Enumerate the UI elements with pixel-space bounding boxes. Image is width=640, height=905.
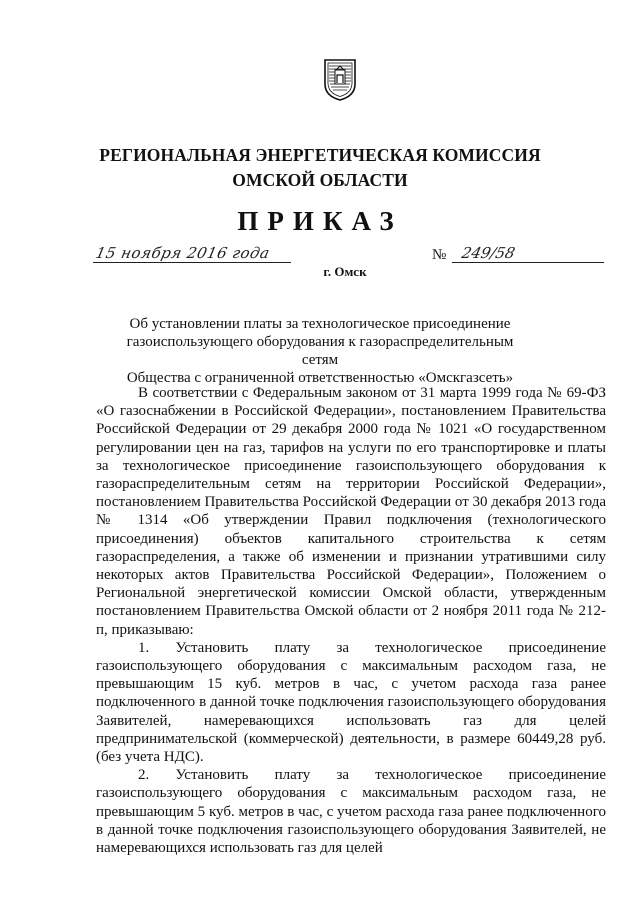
preamble-paragraph: В соответствии с Федеральным законом от 31 марта 1999 года № 69-ФЗ «О газоснабжении в Российской Федерации», постановлением Правительства Российской Федерации от 29 декабря 2000 года № 1021 «О государственном регулировании цен на газ, тарифов на услуги по его транспортировке и платы за технологическое присоединение газоиспользующего оборудования к газораспределительным сетям на территории Российской Федерации», постановлением Правительства Российской Федерации от 30 декабря 2013 года № 1314 «Об утверждении Правил подключения (технологического присоединения) объектов капитального строительства к сетям газораспределения, а также об изменении и признании утратившими силу некоторых актов Правительства Российской Федерации», Положением о Региональной энергетической комиссии Омской области, утвержденным постановлением Правительства Омской области от 2 ноября 2011 года № 212-п, приказываю:: [96, 385, 606, 638]
handwritten-number: 249/58: [460, 244, 517, 262]
document-title: ПРИКАЗ: [237, 206, 403, 236]
handwritten-date: 15 ноября 2016 года: [94, 244, 272, 262]
organization-name-line2: ОМСКОЙ ОБЛАСТИ: [232, 170, 408, 190]
subject-line1: Об установлении платы за технологическое присоединение: [129, 316, 511, 332]
order-body: [96, 384, 606, 857]
subject-line2: газоиспользующего оборудования к газораспределительным сетям: [126, 334, 514, 368]
date-underline: [93, 262, 291, 263]
item-1-paragraph: 1. Установить плату за технологическое присоединение газоиспользующего оборудования с максимальным расходом газа, не превышающим 15 куб. метров в час, с учетом расхода газа ранее подключенного в данной точке подключения газоиспользующего оборудования Заявителей, намеревающихся использовать газ для целей предпринимательской (коммерческой) деятельности, в размере 60449,28 руб. (без учета НДС).: [96, 639, 606, 766]
order-subject: [120, 315, 520, 387]
coat-of-arms-icon: [322, 56, 358, 102]
number-sign: №: [432, 247, 447, 263]
subject-line3: Общества с ограниченной ответственностью «Омскгазсеть»: [126, 370, 514, 386]
city-label: г. Омск: [323, 264, 367, 279]
number-underline: [452, 262, 604, 263]
organization-name-line1: РЕГИОНАЛЬНАЯ ЭНЕРГЕТИЧЕСКАЯ КОМИССИЯ: [99, 145, 541, 165]
item-2-paragraph: 2. Установить плату за технологическое присоединение газоиспользующего оборудования с максимальным расходом газа, не превышающим 5 куб. метров в час, с учетом расхода газа ранее подключенного в данной точке подключения газоиспользующего оборудования Заявителей, не намеревающихся использовать газ для целей: [96, 767, 606, 857]
